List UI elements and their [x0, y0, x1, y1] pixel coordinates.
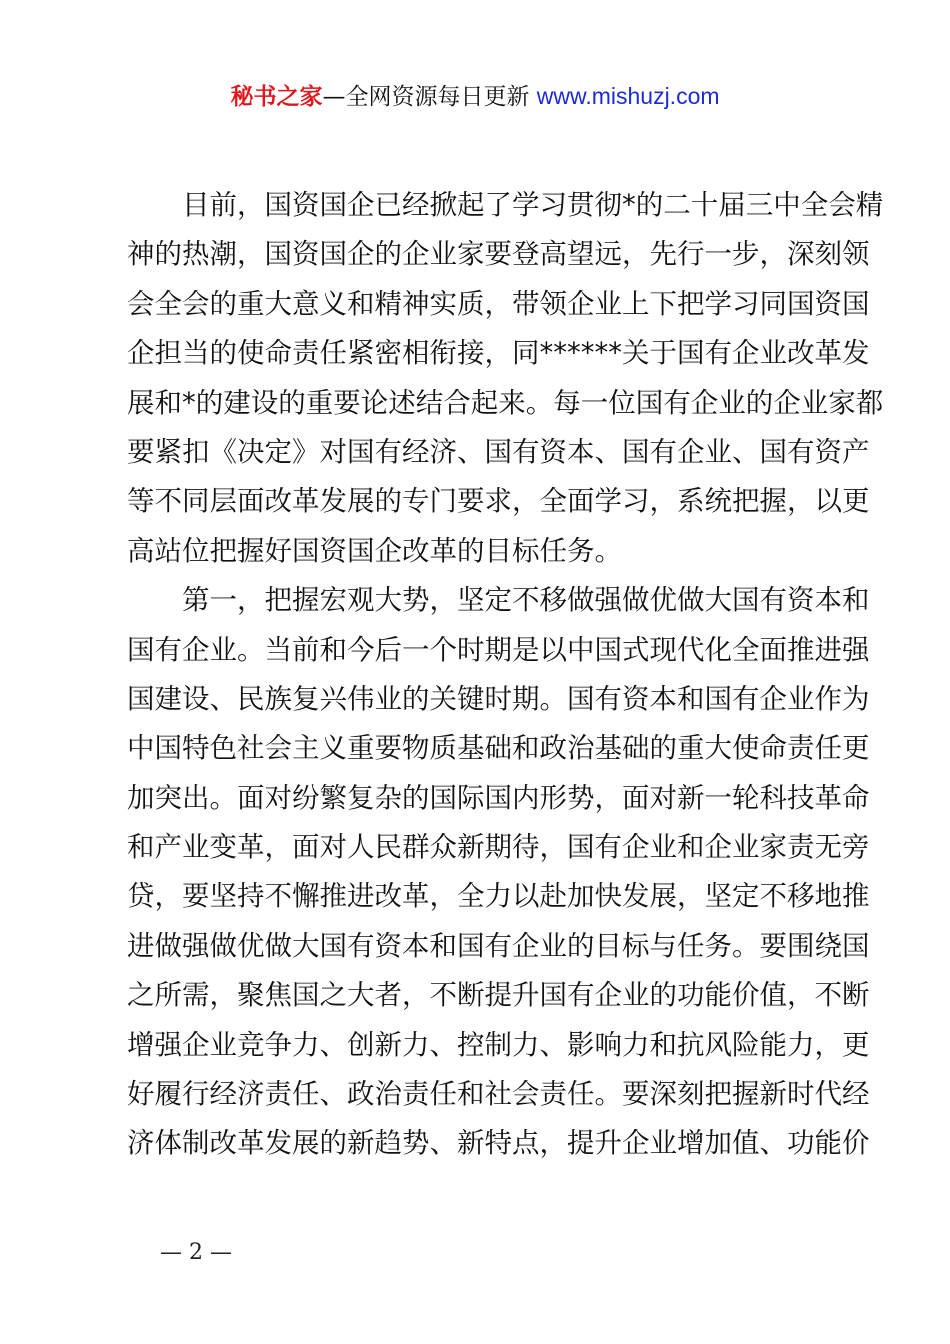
- paragraph-first-point: [127, 576, 870, 1169]
- text-line: 高站位把握好国资国企改革的目标任务。: [127, 534, 622, 567]
- text-line: 加突出。面对纷繁复杂的国际国内形势，面对新一轮科技革命: [127, 781, 870, 814]
- page-number: — 2 —: [160, 1240, 232, 1265]
- paragraph-intro: [127, 181, 884, 576]
- brand-name: 秘书之家: [230, 84, 323, 110]
- text-line: 目前，国资国企已经掀起了学习贯彻*的二十届三中全会精: [182, 189, 884, 221]
- text-line: 第一，把握宏观大势，坚定不移做强做优做大国有资本和: [182, 584, 870, 617]
- text-line: 企担当的使命责任紧密相衔接，同******关于国有企业改革发: [127, 337, 870, 370]
- text-line: 贷，要坚持不懈推进改革，全力以赴加快发展，坚定不移地推: [127, 880, 870, 913]
- site-header: [0, 80, 950, 113]
- text-line: 好履行经济责任、政治责任和社会责任。要深刻把握新时代经: [127, 1078, 870, 1111]
- text-line: 国建设、民族复兴伟业的关键时期。国有资本和国有企业作为: [127, 682, 870, 715]
- text-line: 展和*的建设的重要论述结合起来。每一位国有企业的企业家都: [127, 386, 884, 419]
- text-line: 等不同层面改革发展的专门要求，全面学习，系统把握，以更: [127, 485, 870, 518]
- site-url[interactable]: www.mishuzj.com: [536, 83, 720, 109]
- text-line: 会全会的重大意义和精神实质，带领企业上下把学习同国资国: [127, 287, 870, 320]
- text-line: 国有企业。当前和今后一个时期是以中国式现代化全面推进强: [127, 633, 870, 666]
- text-line: 之所需，聚焦国之大者，不断提升国有企业的功能价值，不断: [127, 979, 870, 1012]
- text-line: 中国特色社会主义重要物质基础和政治基础的重大使命责任更: [127, 732, 870, 765]
- text-line: 神的热潮，国资国企的企业家要登高望远，先行一步，深刻领: [127, 238, 870, 271]
- text-line: 进做强做优做大国有资本和国有企业的目标与任务。要围绕国: [127, 929, 870, 962]
- document-body: [127, 181, 884, 1169]
- text-line: 济体制改革发展的新趋势、新特点，提升企业增加值、功能价: [127, 1127, 870, 1160]
- text-line: 要紧扣《决定》对国有经济、国有资本、国有企业、国有资产: [127, 435, 870, 468]
- header-tagline: —全网资源每日更新: [322, 84, 537, 110]
- text-line: 和产业变革，面对人民群众新期待，国有企业和企业家责无旁: [127, 831, 870, 864]
- text-line: 增强企业竞争力、创新力、控制力、影响力和抗风险能力，更: [127, 1028, 870, 1061]
